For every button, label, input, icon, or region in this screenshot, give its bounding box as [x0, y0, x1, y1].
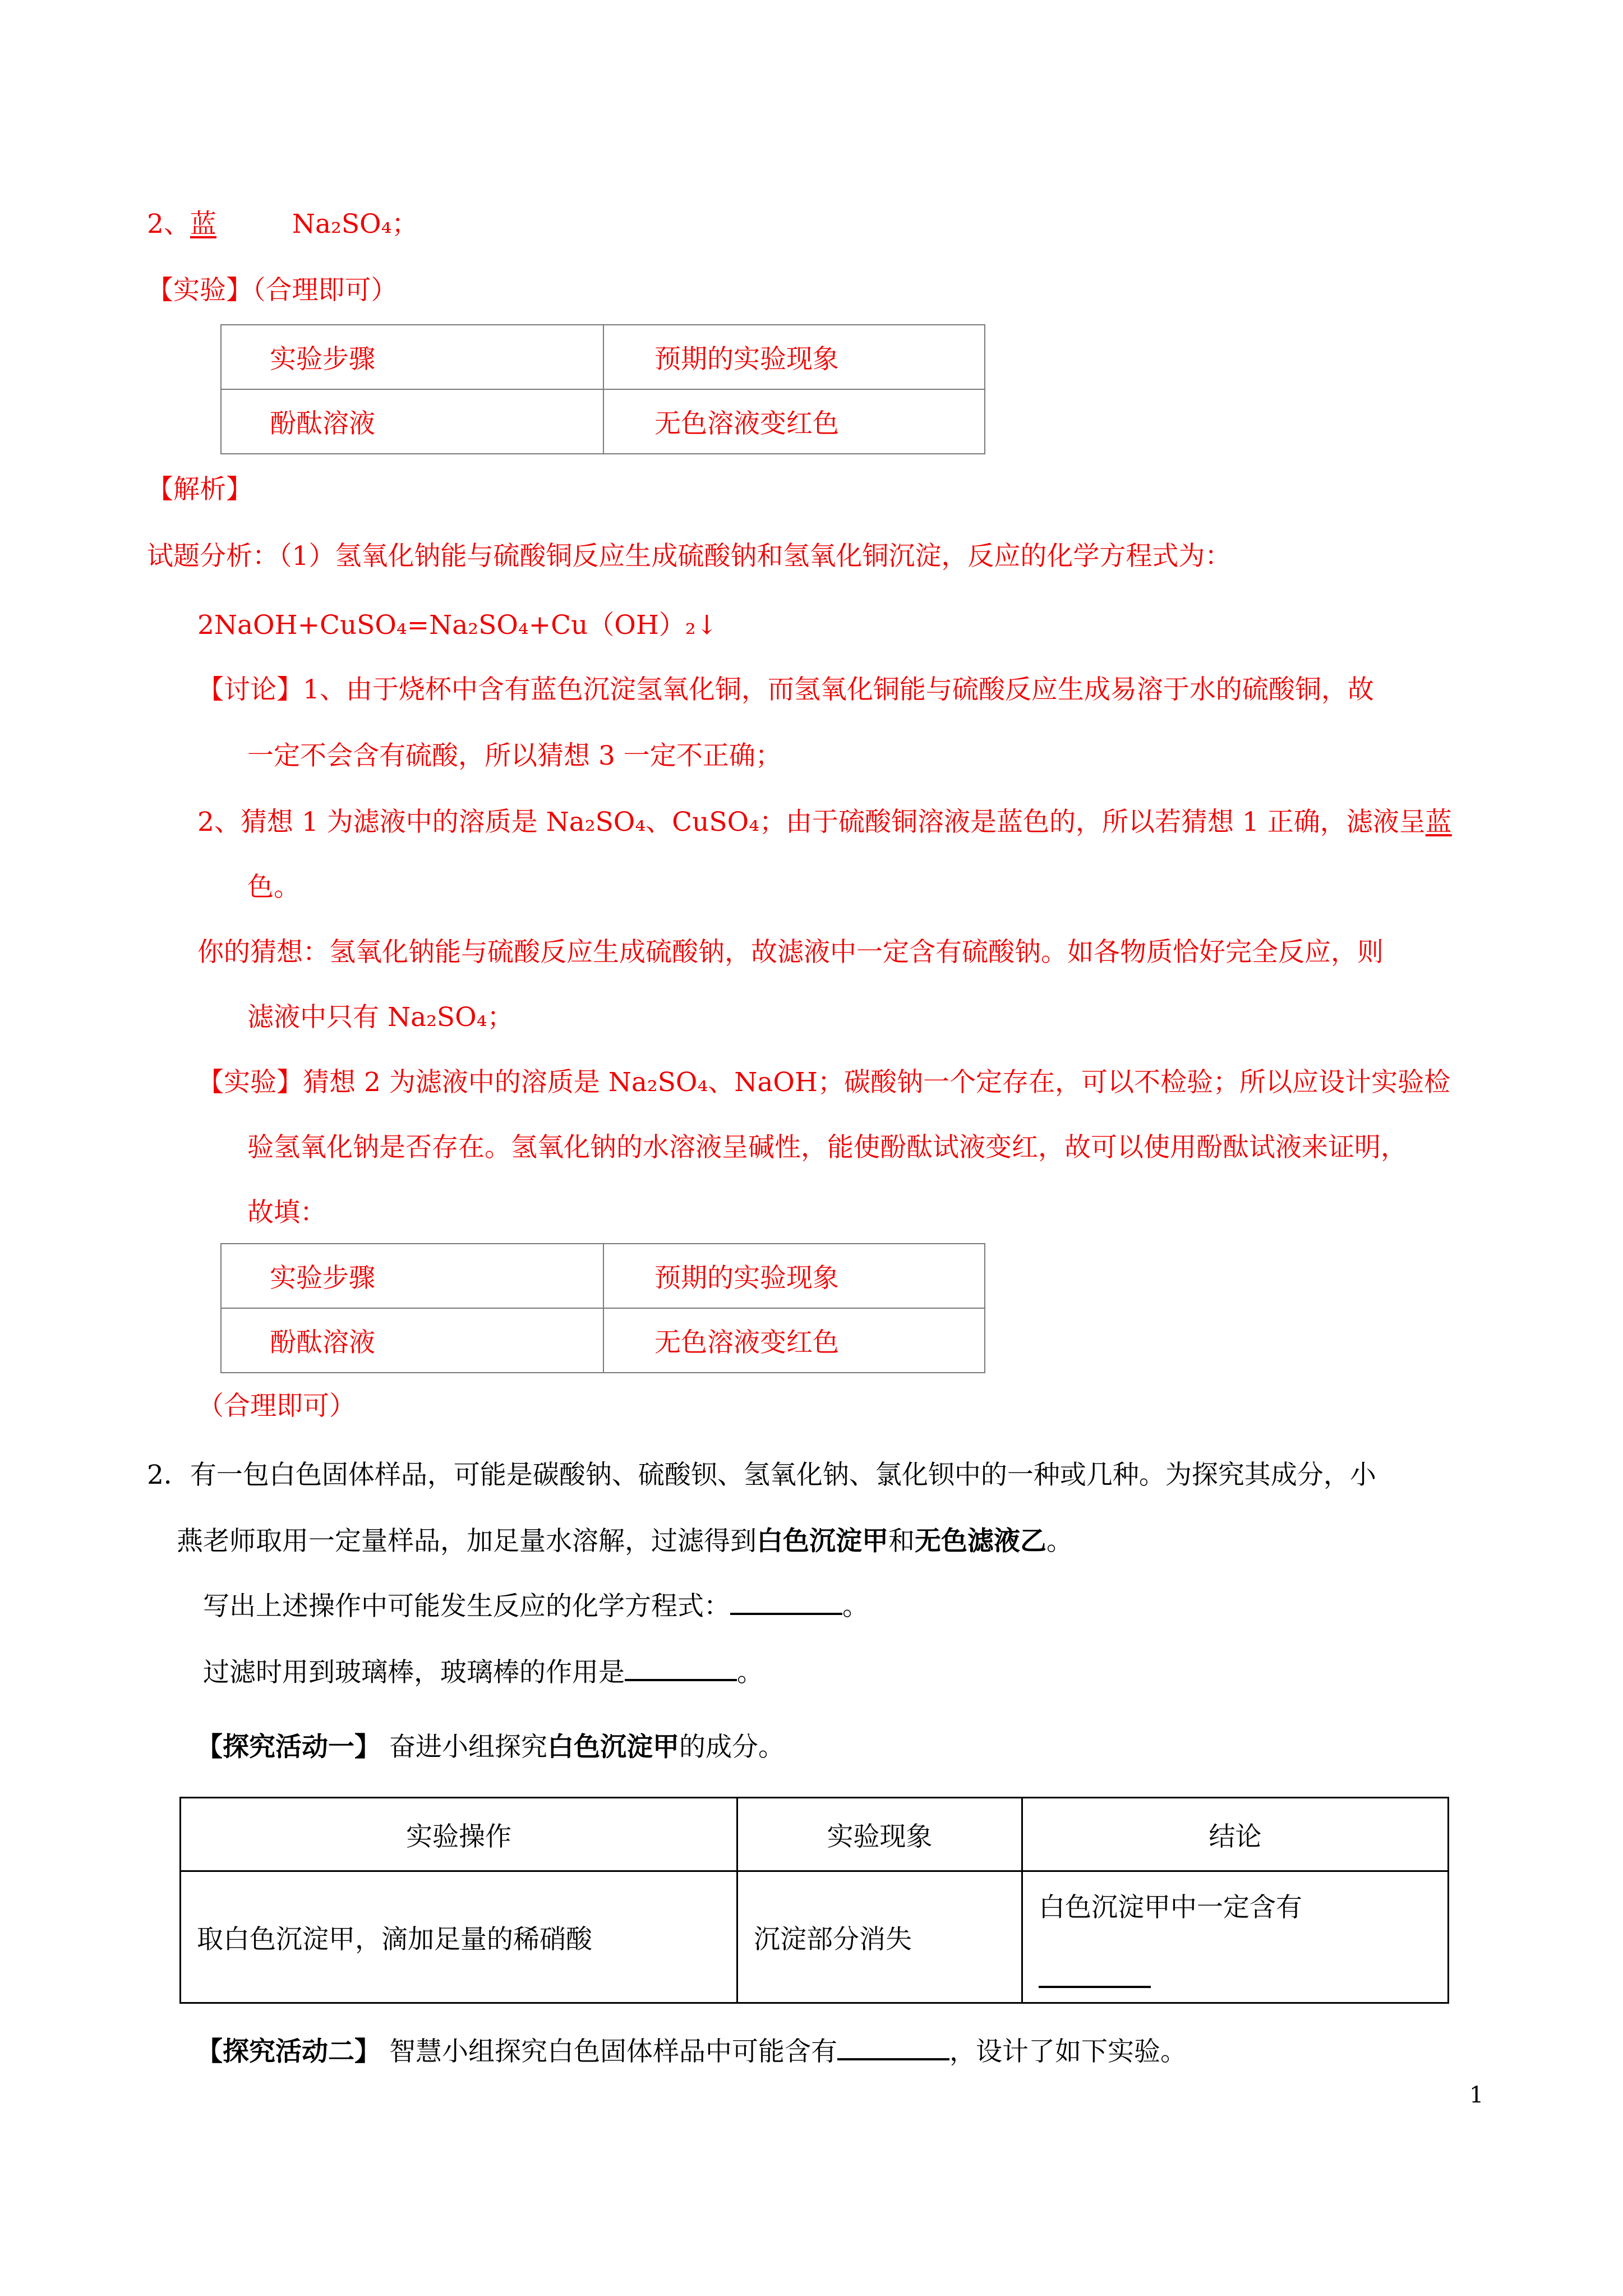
- answer-blank[interactable]: [1039, 1963, 1151, 1988]
- table-cell: 预期的实验现象: [654, 1263, 839, 1294]
- table-row: [221, 1308, 985, 1373]
- question-2-line1: 2．有一包白色固体样品，可能是碳酸钠、硫酸钡、氢氧化钠、氯化钡中的一种或几种。为探究其成分，小: [147, 1460, 1376, 1490]
- question-2-line4: 过滤时用到玻璃棒，玻璃棒的作用是 。: [203, 1657, 763, 1688]
- answer-blank[interactable]: [837, 2036, 949, 2060]
- table-row: [221, 389, 985, 454]
- chemical-equation: 2NaOH+CuSO₄=Na₂SO₄+Cu（OH）₂↓: [197, 610, 718, 641]
- table-cell: 沉淀部分消失: [754, 1924, 912, 1955]
- table-cell: 酚酞溶液: [270, 408, 375, 439]
- guess-a: 你的猜想：氢氧化钠能与硫酸反应生成硫酸钠，故滤液中一定含有硫酸钠。如各物质恰好完全反应，则: [197, 937, 1384, 968]
- table-cell: 实验步骤: [270, 1263, 375, 1294]
- activity-1: 【探究活动一】 奋进小组探究白色沉淀甲的成分。: [196, 1732, 785, 1763]
- table-cell: 实验步骤: [270, 344, 375, 375]
- discussion-2b: 色。: [247, 872, 300, 903]
- table-cell: 预期的实验现象: [654, 344, 839, 375]
- question-2-line2: 燕老师取用一定量样品，加足量水溶解，过滤得到白色沉淀甲和无色滤液乙。: [177, 1526, 1073, 1557]
- page-number: 1: [1469, 2082, 1484, 2108]
- guess-b: 滤液中只有 Na₂SO₄；: [247, 1002, 514, 1033]
- answer-2-fill: 蓝: [190, 209, 216, 240]
- discussion-1b: 一定不会含有硫酸，所以猜想 3 一定不正确；: [247, 740, 782, 771]
- answer-2-formula: Na₂SO₄；: [292, 209, 418, 240]
- table-cell: 实验操作: [406, 1821, 511, 1852]
- exp2-c: 故填：: [247, 1197, 326, 1228]
- answer-blank[interactable]: [625, 1657, 737, 1681]
- answer-table: [220, 324, 985, 454]
- experiment-heading: 【实验】（合理即可）: [147, 275, 398, 306]
- table-cell: 无色溶液变红色: [654, 1327, 839, 1358]
- table-cell: 结论: [1209, 1821, 1262, 1852]
- table-cell: 实验现象: [827, 1821, 933, 1852]
- answer-2-line: [147, 208, 418, 241]
- reasonable-note: （合理即可）: [197, 1391, 356, 1421]
- table-row: [181, 1798, 1449, 1871]
- exp2-b: 验氢氧化钠是否存在。氢氧化钠的水溶液呈碱性，能使酚酞试液变红，故可以使用酚酞试液来证明，: [247, 1132, 1407, 1163]
- table-cell: 无色溶液变红色: [654, 408, 839, 439]
- table-cell: 酚酞溶液: [270, 1327, 375, 1358]
- table-cell: 取白色沉淀甲，滴加足量的稀硝酸: [197, 1924, 592, 1955]
- answer-2-num: 2、: [147, 209, 190, 240]
- exp2-a: 【实验】猜想 2 为滤液中的溶质是 Na₂SO₄、NaOH；碳酸钠一个定存在，可以不检验；所以应设计实验检: [197, 1067, 1450, 1098]
- answer-blank[interactable]: [730, 1590, 842, 1615]
- table-cell: 白色沉淀甲中一定含有: [1039, 1892, 1302, 1923]
- activity-2: 【探究活动二】 智慧小组探究白色固体样品中可能含有 ，设计了如下实验。: [196, 2036, 1187, 2067]
- discussion-2a: 2、猜想 1 为滤液中的溶质是 Na₂SO₄、CuSO₄；由于硫酸铜溶液是蓝色的，所以若猜想 1 正确，滤液呈蓝: [197, 807, 1452, 838]
- answer-table-2: [220, 1243, 985, 1373]
- analysis-heading: 【解析】: [147, 474, 252, 505]
- table-row: [221, 1244, 985, 1308]
- table-row: [221, 325, 985, 389]
- discussion-1a: 【讨论】1、由于烧杯中含有蓝色沉淀氢氧化铜，而氢氧化铜能与硫酸反应生成易溶于水的硫酸铜，故: [197, 674, 1374, 705]
- table-row: [181, 1871, 1449, 2003]
- analysis-text: 试题分析：（1）氢氧化钠能与硫酸铜反应生成硫酸钠和氢氧化铜沉淀，反应的化学方程式为：: [147, 541, 1232, 572]
- activity-1-table: [179, 1797, 1449, 2004]
- question-2-line3: 写出上述操作中可能发生反应的化学方程式： 。: [203, 1591, 869, 1622]
